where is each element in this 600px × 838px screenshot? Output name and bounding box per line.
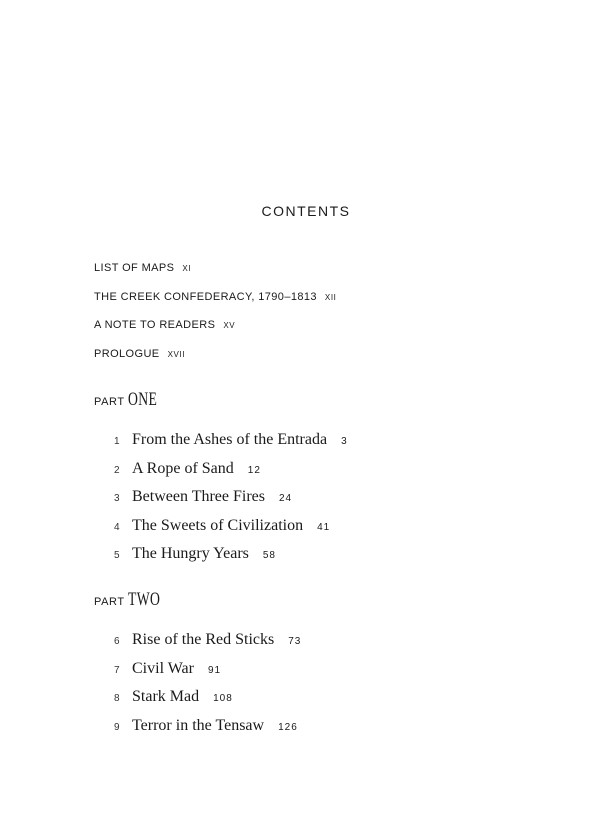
chapter-number: 8 <box>114 693 120 705</box>
chapter-title: A Rope of Sand <box>132 459 234 477</box>
chapter-title: Stark Mad <box>132 688 200 706</box>
chapter-entry[interactable] <box>114 688 301 717</box>
chapter-number: 6 <box>114 636 120 647</box>
chapter-list-part-two <box>114 631 301 745</box>
front-matter-label: PROLOGUE <box>94 347 160 360</box>
chapter-page: 91 <box>207 664 222 676</box>
chapter-entry[interactable] <box>114 488 348 517</box>
front-matter-label: A NOTE TO READERS <box>94 319 216 331</box>
chapter-title: The Hungry Years <box>132 545 249 563</box>
chapter-entry[interactable] <box>114 517 348 546</box>
chapter-page: 3 <box>341 436 348 447</box>
chapter-page: 12 <box>247 464 261 476</box>
chapter-title: Rise of the Red Sticks <box>132 631 275 648</box>
front-matter-page: XVII <box>167 349 186 359</box>
chapter-page: 126 <box>278 721 298 733</box>
chapter-entry[interactable] <box>114 631 301 660</box>
chapter-entry[interactable] <box>114 660 301 689</box>
chapter-title: Civil War <box>132 659 194 677</box>
front-matter-page: XI <box>182 264 192 273</box>
chapter-number: 7 <box>114 664 120 676</box>
front-matter-label: LIST OF MAPS <box>94 262 175 274</box>
chapter-page: 73 <box>288 636 302 647</box>
chapter-entry[interactable] <box>114 431 348 460</box>
front-matter-list <box>94 262 337 376</box>
front-matter-label: THE CREEK CONFEDERACY, 1790–1813 <box>94 290 317 303</box>
page-title: CONTENTS <box>261 203 351 219</box>
front-matter-page: XII <box>324 292 337 302</box>
chapter-page: 41 <box>317 521 331 533</box>
front-matter-item[interactable] <box>94 262 337 291</box>
chapter-entry[interactable] <box>114 545 348 574</box>
part-number: TWO <box>127 589 160 610</box>
chapter-list-part-one <box>114 431 348 574</box>
chapter-entry[interactable] <box>114 717 301 746</box>
chapter-title: From the Ashes of the Entrada <box>132 431 328 448</box>
chapter-number: 4 <box>114 521 120 533</box>
front-matter-item[interactable] <box>94 348 337 377</box>
chapter-entry[interactable] <box>114 460 348 489</box>
chapter-page: 24 <box>279 493 293 505</box>
front-matter-page: XV <box>223 321 236 330</box>
chapter-number: 2 <box>114 464 120 476</box>
chapter-page: 108 <box>213 693 233 705</box>
front-matter-item[interactable] <box>94 291 337 320</box>
part-number: ONE <box>127 389 157 410</box>
part-heading-two <box>94 589 173 611</box>
chapter-page: 58 <box>262 550 276 562</box>
chapter-number: 9 <box>114 721 120 733</box>
chapter-title: Terror in the Tensaw <box>132 716 265 734</box>
chapter-number: 1 <box>114 436 120 447</box>
chapter-number: 3 <box>114 493 120 505</box>
front-matter-item[interactable] <box>94 319 337 348</box>
chapter-title: Between Three Fires <box>132 488 265 506</box>
chapter-number: 5 <box>114 550 120 562</box>
part-label: PART <box>94 596 125 608</box>
part-heading-one <box>94 389 168 411</box>
part-label: PART <box>94 396 125 408</box>
chapter-title: The Sweets of Civilization <box>132 516 304 534</box>
